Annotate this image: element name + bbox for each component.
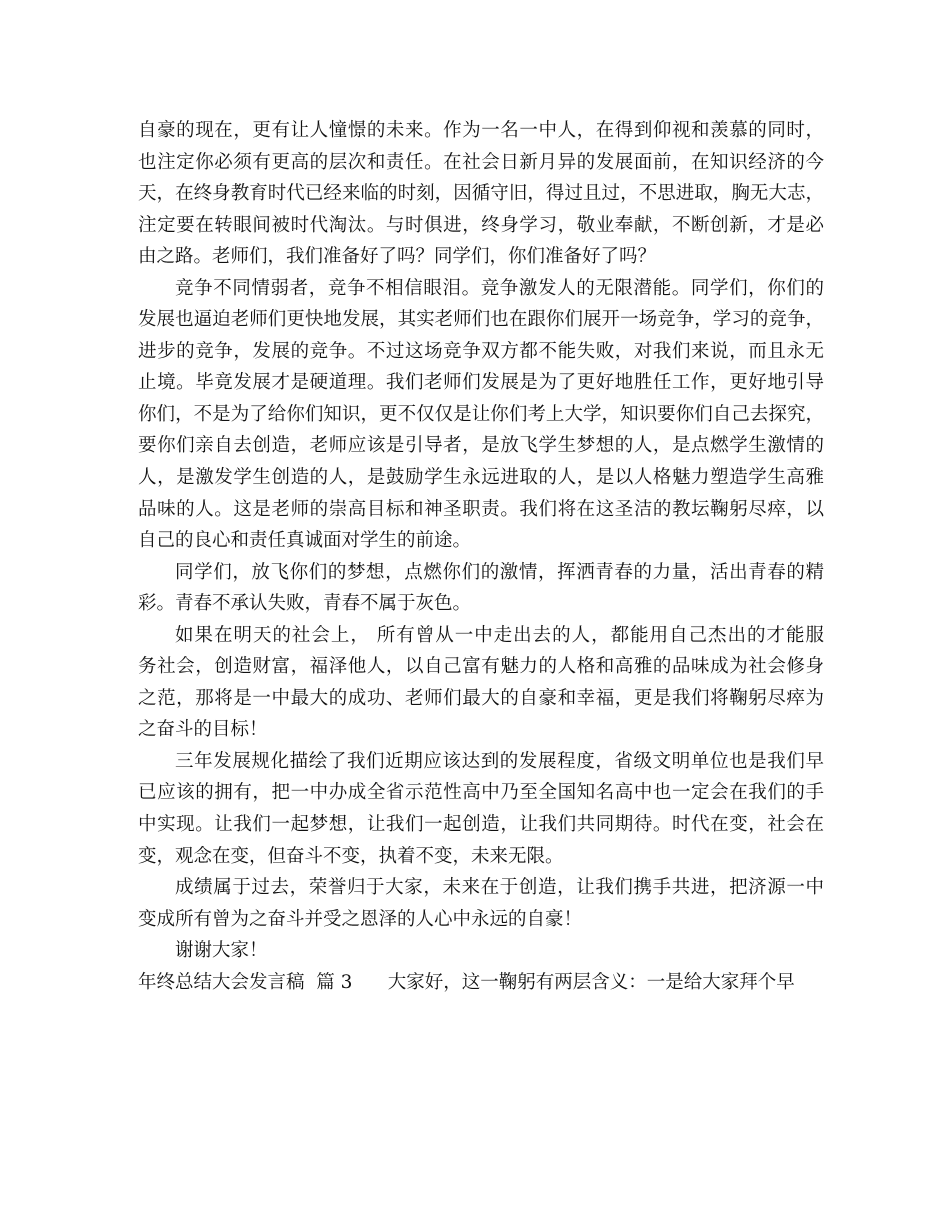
text-line-26: 变成所有曾为之奋斗并受之恩泽的人心中永远的自豪！ bbox=[138, 908, 583, 930]
text-line-8: 进步的竞争，发展的竞争。不过这场竞争双方都不能失败，对我们来说，而且永无 bbox=[138, 340, 824, 362]
text-line-19: 之范，那将是一中最大的成功、老师们最大的自豪和幸福，更是我们将鞠躬尽瘁为 bbox=[138, 687, 824, 709]
text-line-18: 务社会，创造财富，福泽他人，以自己富有魅力的人格和高雅的品味成为社会修身 bbox=[138, 656, 824, 678]
text-line-20: 之奋斗的目标！ bbox=[138, 719, 268, 741]
text-line-25: 成绩属于过去，荣誉归于大家，未来在于创造，让我们携手共进，把济源一中 bbox=[175, 877, 824, 899]
text-line-21: 三年发展规化描绘了我们近期应该达到的发展程度，省级文明单位也是我们早 bbox=[175, 750, 824, 772]
text-line-2: 也注定你必须有更高的层次和责任。在社会日新月异的发展面前，在知识经济的今 bbox=[138, 151, 824, 173]
text-line-6: 竞争不同情弱者，竞争不相信眼泪。竞争激发人的无限潜能。同学们，你们的 bbox=[175, 277, 824, 299]
text-line-5: 由之路。老师们，我们准备好了吗？同学们，你们准备好了吗？ bbox=[138, 246, 657, 268]
text-line-22: 已应该的拥有，把一中办成全省示范性高中乃至全国知名高中也一定会在我们的手 bbox=[138, 782, 824, 804]
text-line-13: 品味的人。这是老师的崇高目标和神圣职责。我们将在这圣洁的教坛鞠躬尽瘁，以 bbox=[138, 498, 824, 520]
text-line-14: 自己的良心和责任真诚面对学生的前途。 bbox=[138, 530, 472, 552]
document-page bbox=[138, 115, 824, 998]
text-line-24: 变，观念在变，但奋斗不变，执着不变，未来无限。 bbox=[138, 845, 564, 867]
text-line-27: 谢谢大家！ bbox=[175, 940, 268, 962]
text-line-7: 发展也逼迫老师们更快地发展，其实老师们也在跟你们展开一场竞争，学习的竞争， bbox=[138, 309, 824, 331]
text-line-17: 如果在明天的社会上， 所有曾从一中走出去的人，都能用自己杰出的才能服 bbox=[175, 624, 824, 646]
text-line-11: 要你们亲自去创造，老师应该是引导者，是放飞学生梦想的人，是点燃学生激情的 bbox=[138, 435, 824, 457]
text-line-16: 彩。青春不承认失败，青春不属于灰色。 bbox=[138, 593, 472, 615]
text-line-23: 中实现。让我们一起梦想，让我们一起创造，让我们共同期待。时代在变，社会在 bbox=[138, 814, 824, 836]
text-line-12: 人，是激发学生创造的人，是鼓励学生永远进取的人，是以人格魅力塑造学生高雅 bbox=[138, 467, 824, 489]
text-line-4: 注定要在转眼间被时代淘汰。与时俱进，终身学习，敬业奉献，不断创新，才是必 bbox=[138, 214, 824, 236]
text-line-9: 止境。毕竟发展才是硬道理。我们老师们发展是为了更好地胜任工作，更好地引导 bbox=[138, 372, 824, 394]
text-line-10: 你们，不是为了给你们知识，更不仅仅是让你们考上大学，知识要你们自己去探究， bbox=[138, 403, 824, 425]
text-line-28: 年终总结大会发言稿 篇 3 大家好，这一鞠躬有两层含义：一是给大家拜个早 bbox=[138, 971, 795, 993]
text-line-15: 同学们，放飞你们的梦想，点燃你们的激情，挥洒青春的力量，活出青春的精 bbox=[175, 561, 824, 583]
text-line-3: 天，在终身教育时代已经来临的时刻，因循守旧，得过且过，不思进取，胸无大志， bbox=[138, 183, 824, 205]
text-line-1: 自豪的现在，更有让人憧憬的未来。作为一名一中人，在得到仰视和羡慕的同时， bbox=[138, 120, 824, 141]
